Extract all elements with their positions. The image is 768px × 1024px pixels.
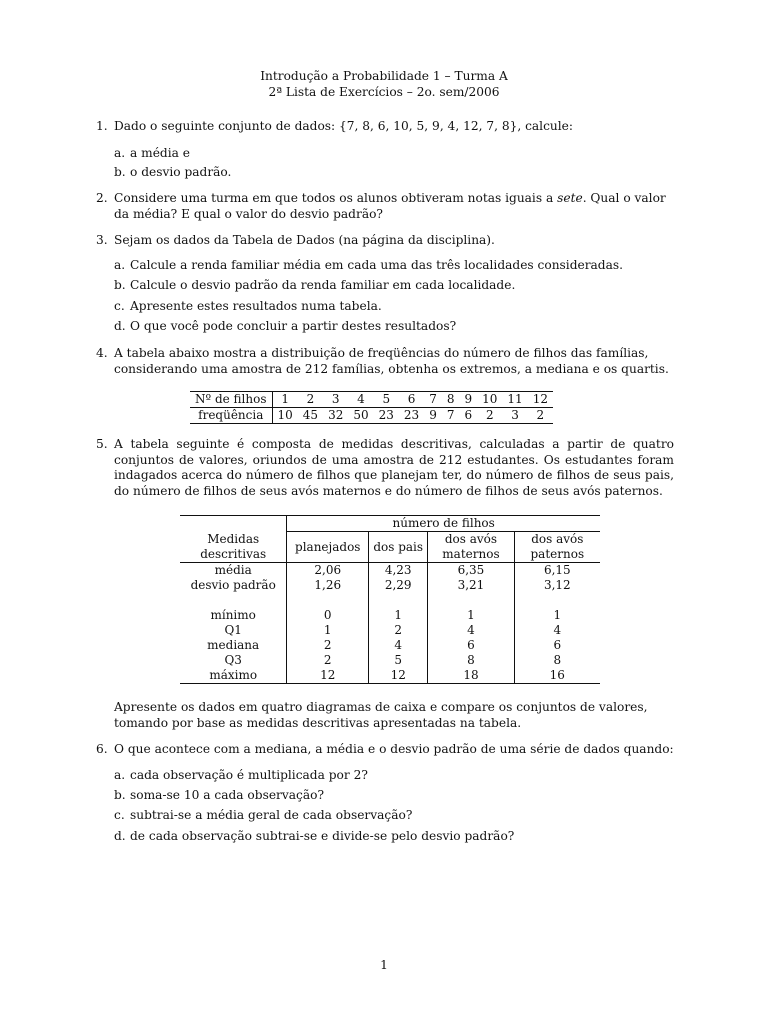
table-cell: 12 bbox=[528, 392, 553, 408]
question-number: 2. bbox=[96, 191, 108, 205]
table-cell: 11 bbox=[502, 392, 527, 408]
table-cell: 3 bbox=[323, 392, 348, 408]
table-cell: 10 bbox=[477, 392, 502, 408]
table-cell: 5 bbox=[374, 392, 399, 408]
table-cell: 9 bbox=[424, 408, 442, 424]
table-row bbox=[180, 608, 600, 623]
question-text: Dado o seguinte conjunto de dados: {7, 8, 6, 10, 5, 9, 4, 12, 7, 8}, calcule: bbox=[114, 119, 573, 133]
question-text bbox=[114, 191, 674, 222]
row-label: Nº de filhos bbox=[190, 392, 272, 408]
table-cell: 1 bbox=[553, 608, 562, 622]
table-cell bbox=[514, 593, 600, 608]
question-text: A tabela seguinte é composta de medidas descritivas, calculadas a partir de quatro conjuntos de valores, oriundos de uma amostra de 212 estudantes. Os estudantes foram indagados acerca do número de filhos que planejam ter, do número de filhos de seus pais, do número de filhos de seus avós maternos e do número de filhos de seus avós paternos. bbox=[114, 437, 674, 498]
item-text: O que você pode concluir a partir destes resultados? bbox=[130, 319, 457, 333]
table-row bbox=[190, 392, 553, 408]
table-cell: 32 bbox=[323, 408, 348, 424]
table-row bbox=[180, 593, 600, 608]
question-text: Sejam os dados da Tabela de Dados (na página da disciplina). bbox=[114, 233, 495, 247]
table-cell: 6 bbox=[428, 638, 514, 653]
table-cell: 4,23 bbox=[369, 563, 428, 579]
item-letter: a. bbox=[114, 146, 126, 160]
item-letter: b. bbox=[114, 278, 126, 292]
item-letter: c. bbox=[114, 808, 125, 822]
question-number: 3. bbox=[96, 233, 108, 247]
table-cell: 8 bbox=[428, 653, 514, 668]
row-label: mínimo bbox=[180, 608, 287, 623]
row-label: Q3 bbox=[180, 653, 287, 668]
table-cell: 4 bbox=[369, 638, 428, 653]
table-row bbox=[190, 408, 553, 424]
table-cell: 2 bbox=[287, 638, 369, 653]
table-row bbox=[180, 623, 600, 638]
item-letter: a. bbox=[114, 768, 126, 782]
question-number: 1. bbox=[96, 119, 108, 133]
table-cell bbox=[180, 593, 287, 608]
descriptive-measures-table bbox=[180, 515, 600, 684]
table-cell bbox=[428, 593, 514, 608]
stub-header: descritivas bbox=[180, 547, 287, 563]
table-cell: 3,21 bbox=[428, 578, 514, 593]
table-cell: 6,15 bbox=[514, 563, 600, 579]
table-row bbox=[180, 668, 600, 684]
question-text-emphasis: sete bbox=[557, 191, 583, 205]
item-text: cada observação é multiplicada por 2? bbox=[130, 768, 368, 782]
table-cell: 3 bbox=[502, 408, 527, 424]
item-text: de cada observação subtrai-se e divide-se pelo desvio padrão? bbox=[130, 829, 515, 843]
column-header: dos pais bbox=[369, 532, 428, 563]
frequency-table bbox=[190, 391, 553, 424]
item-letter: a. bbox=[114, 258, 126, 272]
table-cell: 4 bbox=[553, 623, 562, 637]
table-cell: 9 bbox=[459, 392, 477, 408]
table-cell: 8 bbox=[442, 392, 460, 408]
table-cell: 6 bbox=[399, 392, 424, 408]
table-cell: 6 bbox=[459, 408, 477, 424]
header-title: Introdução a Probabilidade 1 – Turma A bbox=[260, 69, 508, 83]
table-row bbox=[180, 563, 600, 579]
column-header: planejados bbox=[287, 532, 369, 563]
stub-header: Medidas bbox=[180, 532, 287, 547]
table-row bbox=[180, 638, 600, 653]
item-text: a média e bbox=[130, 146, 190, 160]
question-number: 4. bbox=[96, 346, 108, 360]
table-cell: 23 bbox=[399, 408, 424, 424]
table-cell: 23 bbox=[374, 408, 399, 424]
item-text: Calcule o desvio padrão da renda familiar em cada localidade. bbox=[130, 278, 516, 292]
column-header: dos avós paternos bbox=[530, 532, 585, 561]
table-cell: 16 bbox=[514, 668, 600, 684]
table-cell: 45 bbox=[298, 408, 323, 424]
question-text: Apresente os dados em quatro diagramas de caixa e compare os conjuntos de valores, tomando por base as medidas descritivas apresentadas na tabela. bbox=[114, 700, 648, 730]
table-cell: 2 bbox=[369, 623, 428, 638]
table-cell: 10 bbox=[272, 408, 298, 424]
table-cell: 3,12 bbox=[543, 578, 571, 592]
table-cell bbox=[369, 593, 428, 608]
table-row bbox=[180, 653, 600, 668]
question-number: 5. bbox=[96, 437, 108, 451]
table-cell: 7 bbox=[424, 392, 442, 408]
table-cell: 1 bbox=[272, 392, 298, 408]
row-label: desvio padrão bbox=[180, 578, 287, 593]
table-cell: 7 bbox=[442, 408, 460, 424]
table-cell: 6 bbox=[553, 638, 562, 652]
table-row bbox=[180, 516, 600, 532]
table-cell: 50 bbox=[348, 408, 373, 424]
table-cell: 2 bbox=[528, 408, 553, 424]
question-text: A tabela abaixo mostra a distribuição de freqüências do número de filhos das famílias, considerando uma amostra de 212 famílias, obtenha os extremos, a mediana e os quartis. bbox=[114, 346, 669, 376]
page-number: 1 bbox=[380, 958, 388, 972]
table-row bbox=[180, 578, 600, 593]
table-cell: 18 bbox=[428, 668, 514, 684]
table-cell: 5 bbox=[369, 653, 428, 668]
item-letter: c. bbox=[114, 299, 125, 313]
table-cell: 6,35 bbox=[428, 563, 514, 579]
table-cell: 12 bbox=[369, 668, 428, 684]
item-text: soma-se 10 a cada observação? bbox=[130, 788, 324, 802]
row-label: freqüência bbox=[190, 408, 272, 424]
table-cell: 1 bbox=[369, 608, 428, 623]
row-label: Q1 bbox=[180, 623, 287, 638]
question-text-part: Considere uma turma em que todos os alunos obtiveram notas iguais a bbox=[114, 191, 558, 205]
column-header: dos avós maternos bbox=[428, 532, 514, 563]
group-header: número de filhos bbox=[287, 516, 600, 532]
header-subtitle: 2ª Lista de Exercícios – 2o. sem/2006 bbox=[268, 85, 500, 99]
table-cell: 1 bbox=[428, 608, 514, 623]
item-text: Calcule a renda familiar média em cada uma das três localidades consideradas. bbox=[130, 258, 624, 272]
table-cell: 12 bbox=[287, 668, 369, 684]
table-cell: 2,06 bbox=[287, 563, 369, 579]
row-label: máximo bbox=[180, 668, 287, 684]
item-text: Apresente estes resultados numa tabela. bbox=[130, 299, 382, 313]
item-letter: d. bbox=[114, 829, 126, 843]
table-cell: 4 bbox=[428, 623, 514, 638]
item-text: o desvio padrão. bbox=[130, 165, 232, 179]
table-cell: 2 bbox=[287, 653, 369, 668]
row-label: mediana bbox=[180, 638, 287, 653]
table-cell: 1,26 bbox=[287, 578, 369, 593]
table-cell: 8 bbox=[553, 653, 562, 667]
row-label: média bbox=[180, 563, 287, 579]
question-text: O que acontece com a mediana, a média e o desvio padrão de uma série de dados quando: bbox=[114, 742, 674, 756]
table-cell: 2,29 bbox=[369, 578, 428, 593]
table-cell: 2 bbox=[477, 408, 502, 424]
table-cell bbox=[287, 593, 369, 608]
item-text: subtrai-se a média geral de cada observação? bbox=[130, 808, 413, 822]
question-text-part: . Qual o valor da média? E qual o valor do desvio padrão? bbox=[114, 191, 666, 221]
question-number: 6. bbox=[96, 742, 108, 756]
item-letter: b. bbox=[114, 788, 126, 802]
item-letter: b. bbox=[114, 165, 126, 179]
item-letter: d. bbox=[114, 319, 126, 333]
table-cell: 0 bbox=[287, 608, 369, 623]
table-row bbox=[180, 532, 600, 547]
table-cell bbox=[180, 516, 287, 532]
table-cell: 4 bbox=[348, 392, 373, 408]
table-cell: 1 bbox=[287, 623, 369, 638]
table-cell: 2 bbox=[298, 392, 323, 408]
